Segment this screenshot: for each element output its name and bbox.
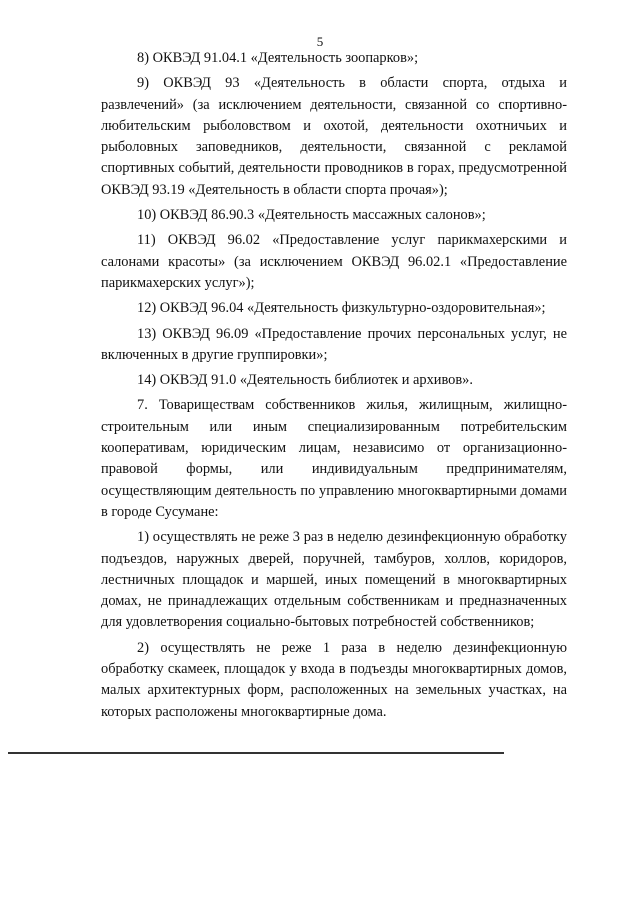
paragraph-item-2: 2) осуществлять не реже 1 раза в неделю дезинфекционную обработку скамеек, площадок у входа в подъезды многоквартирных домов, малых архитектурных форм, расположенных на земельных участках, на которых расположены многоквартирные дома.: [101, 639, 567, 720]
paragraph-okved-91-0: 14) ОКВЭД 91.0 «Деятельность библиотек и архивов».: [137, 372, 473, 389]
footer-divider: [8, 752, 504, 754]
page-number: 5: [316, 34, 324, 49]
paragraph-okved-91-04-1: 8) ОКВЭД 91.04.1 «Деятельность зоопарков»;: [137, 50, 419, 66]
paragraph-item-1: 1) осуществлять не реже 3 раз в неделю дезинфекционную обработку подъездов, наружных дверей, поручней, тамбуров, холлов, коридоров, лестничных площадок и маршей, иных помещений в многоквартирных домах, не принадлежащих отдельным собственникам и предназначенных для удовлетворения социально-бытовых потребностей собственников;: [101, 529, 567, 631]
paragraph-okved-86-90-3: 10) ОКВЭД 86.90.3 «Деятельность массажных салонов»;: [137, 207, 486, 224]
paragraph-okved-93: 9) ОКВЭД 93 «Деятельность в области спорта, отдыха и развлечений» (за исключением деятельности, связанной со спортивно-любительским рыболовством и охотой, деятельности охотничьих и рыболовных заповедников, деятельности, связанной с рекламой спортивных событий, деятельности проводников в горах, предусмотренной ОКВЭД 93.19 «Деятельность в области спорта прочая»);: [101, 75, 567, 198]
paragraph-okved-96-09: 13) ОКВЭД 96.09 «Предоставление прочих персональных услуг, не включенных в другие группировки»;: [101, 325, 567, 363]
paragraph-okved-96-02: 11) ОКВЭД 96.02 «Предоставление услуг парикмахерскими и салонами красоты» (за исключением ОКВЭД 96.02.1 «Предоставление парикмахерских услуг»);: [101, 232, 567, 291]
document-body: [101, 48, 567, 723]
paragraph-section-7: 7. Товариществам собственников жилья, жилищным, жилищно-строительным или иным специализированным потребительским кооперативам, юридическим лицам, независимо от организационно-правовой формы, или индивидуальным предпринимателям, осуществляющим деятельность по управлению многоквартирными домами в городе Сусумане:: [101, 397, 567, 520]
paragraph-okved-96-04: 12) ОКВЭД 96.04 «Деятельность физкультурно-оздоровительная»;: [137, 300, 546, 317]
